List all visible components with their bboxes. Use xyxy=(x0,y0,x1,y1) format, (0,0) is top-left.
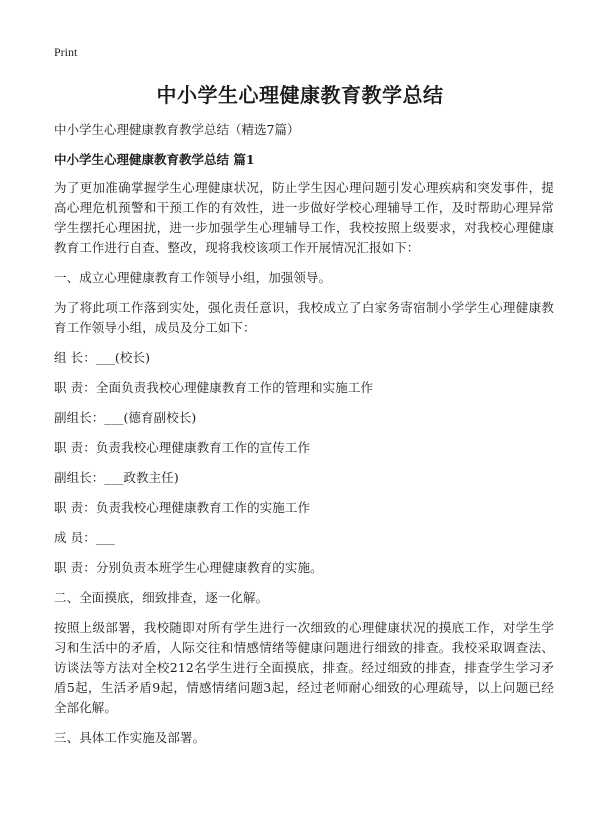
paragraph-heading-1: 一、成立心理健康教育工作领导小组，加强领导。 xyxy=(54,270,332,285)
paragraph-deputy-2-duty: 职 责：负责我校心理健康教育工作的实施工作 xyxy=(54,500,311,515)
paragraph-team-intro: 为了将此项工作落到实处，强化责任意识，我校成立了白家务寄宿制小学学生心理健康教育工作领导小组，成员及分工如下： xyxy=(54,300,554,335)
document-title: 中小学生心理健康教育教学总结 xyxy=(156,83,444,107)
paragraph-deputy-1-duty: 职 责：负责我校心理健康教育工作的宣传工作 xyxy=(54,440,311,455)
paragraph-members-duty: 职 责：分别负责本班学生心理健康教育的实施。 xyxy=(54,560,323,575)
print-label: Print xyxy=(54,45,78,59)
paragraph-heading-3: 三、具体工作实施及部署。 xyxy=(54,730,206,745)
paragraph-members: 成 员：___ xyxy=(54,530,115,545)
paragraph-deputy-2: 副组长：___政教主任) xyxy=(54,470,179,485)
document-body xyxy=(54,120,554,758)
section-heading: 中小学生心理健康教育教学总结 篇1 xyxy=(54,152,255,167)
paragraph-intro: 为了更加准确掌握学生心理健康状况，防止学生因心理问题引发心理疾病和突发事件，提高心理危机预警和干预工作的有效性，进一步做好学校心理辅导工作，及时帮助心理异常学生摆托心理困扰，进一步加强学生心理辅导工作，我校按照上级要求，对我校心理健康教育工作进行自查、整改，现将我校该项工作开展情况汇报如下： xyxy=(54,180,554,255)
paragraph-investigation: 按照上级部署，我校随即对所有学生进行一次细致的心理健康状况的摸底工作，对学生学习和生活中的矛盾，人际交往和情感情绪等健康问题进行细致的排查。我校采取调查法、访谈法等方法对全校212名学生进行全面摸底，排查。经过细致的排查，排查学生学习矛盾5起，生活矛盾9起，情感情绪问题3起，经过老师耐心细致的心理疏导，以上问题已经全部化解。 xyxy=(54,620,554,715)
document-subtitle: 中小学生心理健康教育教学总结（精选7篇） xyxy=(54,122,300,137)
paragraph-deputy-1: 副组长：___(德育副校长) xyxy=(54,410,197,425)
paragraph-leader: 组 长：___(校长) xyxy=(54,350,151,365)
paragraph-heading-2: 二、全面摸底，细致排查，逐一化解。 xyxy=(54,590,269,605)
paragraph-leader-duty: 职 责：全面负责我校心理健康教育工作的管理和实施工作 xyxy=(54,380,374,395)
